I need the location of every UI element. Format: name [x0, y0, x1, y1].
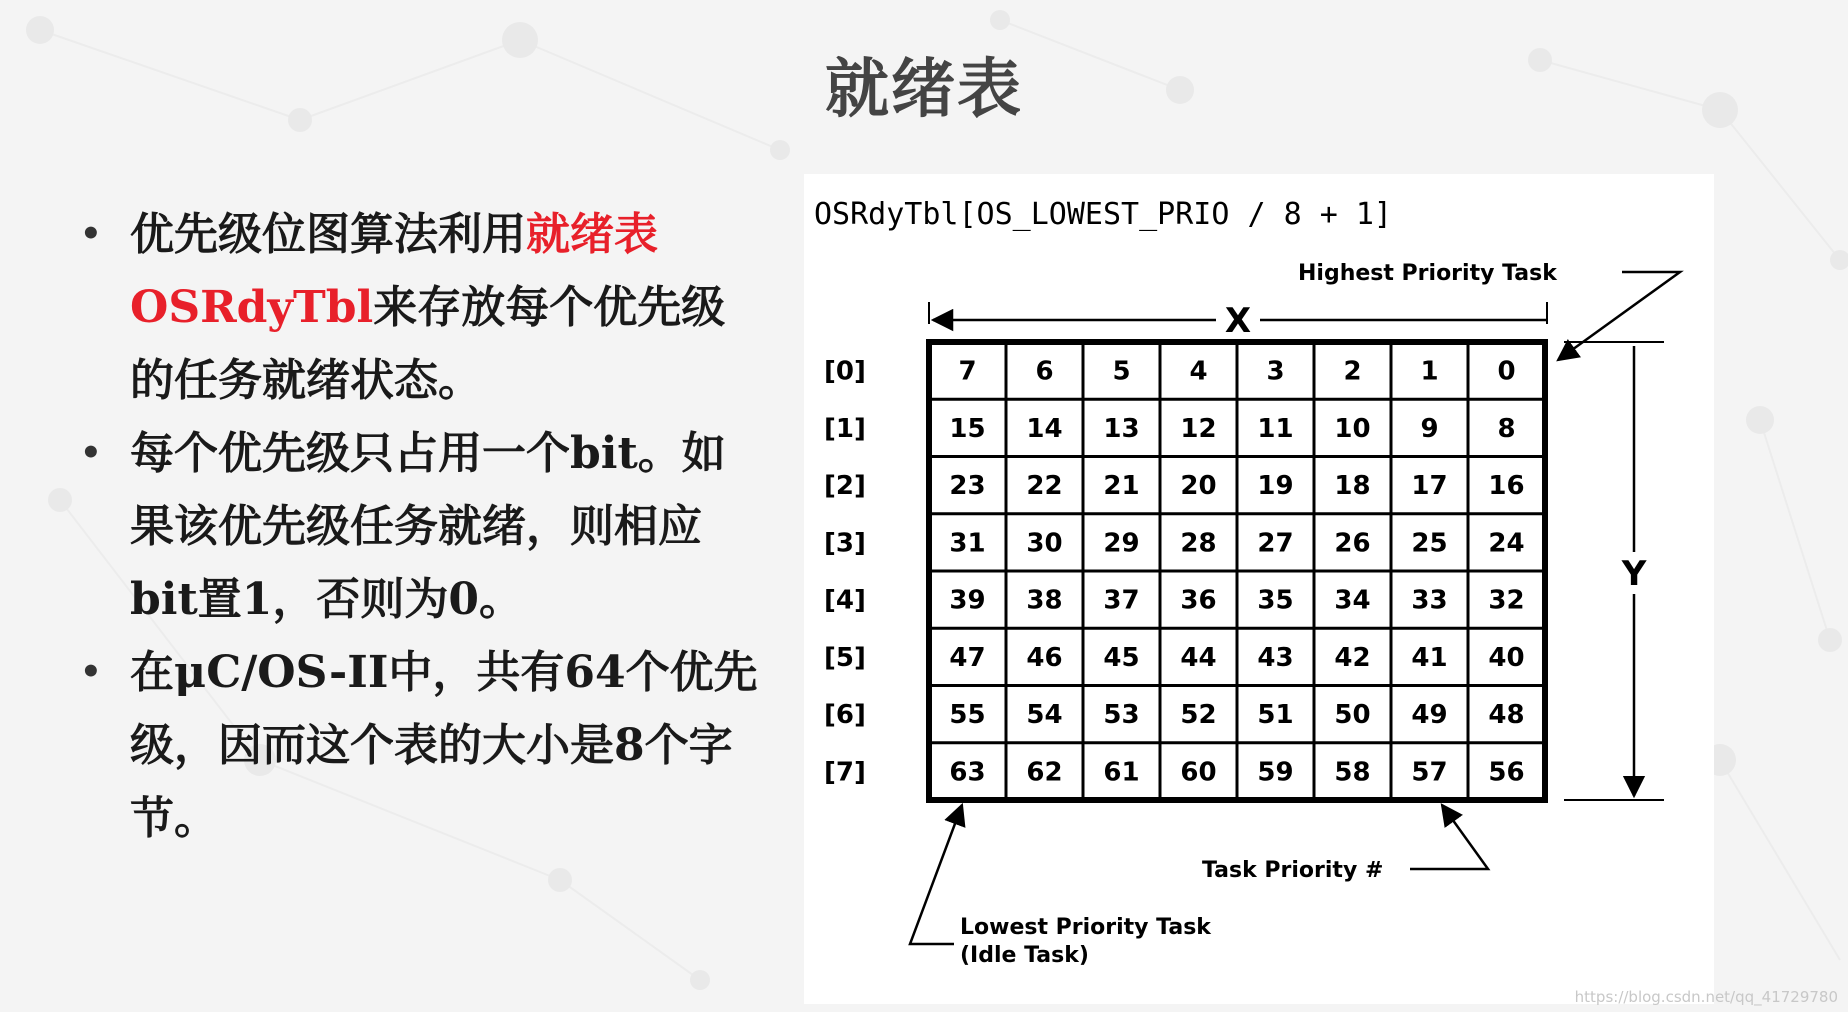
bullet-text [130, 198, 760, 417]
priority-cell: 30 [1026, 528, 1063, 559]
watermark: https://blog.csdn.net/qq_41729780 [1574, 988, 1838, 1006]
priority-cell: 52 [1180, 700, 1217, 731]
priority-cell: 9 [1420, 413, 1439, 444]
bullet-text-part: 优先级位图算法利用 [130, 209, 526, 260]
priority-cell: 24 [1488, 528, 1525, 559]
priority-cell: 12 [1180, 413, 1217, 444]
priority-cell: 6 [1035, 356, 1054, 387]
priority-cell: 8 [1497, 413, 1516, 444]
priority-cell: 55 [949, 700, 986, 731]
priority-cell: 20 [1180, 471, 1217, 502]
bullet-dot-icon: • [80, 214, 102, 254]
priority-cell: 39 [949, 585, 986, 616]
priority-cell: 43 [1257, 642, 1294, 673]
priority-cell: 56 [1488, 757, 1525, 788]
bullet-item [80, 198, 760, 417]
row-index-label: [0] [824, 356, 866, 387]
priority-cell: 37 [1103, 585, 1140, 616]
priority-cell: 5 [1112, 356, 1131, 387]
priority-cell: 23 [949, 471, 986, 502]
priority-cell: 44 [1180, 642, 1217, 673]
priority-cell: 33 [1411, 585, 1448, 616]
priority-cell: 57 [1411, 757, 1448, 788]
priority-cell: 13 [1103, 413, 1140, 444]
row-index-label: [5] [824, 642, 866, 673]
priority-cell: 40 [1488, 642, 1525, 673]
priority-cell: 36 [1180, 585, 1217, 616]
priority-cell: 18 [1334, 471, 1371, 502]
priority-cell: 32 [1488, 585, 1525, 616]
priority-cell: 63 [949, 757, 986, 788]
priority-cell: 41 [1411, 642, 1448, 673]
highest-priority-arrow [1558, 272, 1680, 360]
priority-cell: 16 [1488, 471, 1525, 502]
bullet-dot-icon: • [80, 433, 102, 473]
priority-cell: 59 [1257, 757, 1294, 788]
priority-cell: 28 [1180, 528, 1217, 559]
x-axis-label: X [1224, 301, 1252, 341]
priority-cell: 38 [1026, 585, 1063, 616]
lowest-priority-arrow [910, 805, 962, 944]
priority-cell: 7 [958, 356, 977, 387]
priority-cell: 2 [1343, 356, 1362, 387]
y-axis-label: Y [1621, 554, 1647, 594]
priority-cell: 62 [1026, 757, 1063, 788]
ready-table-diagram [804, 174, 1714, 1004]
priority-cell: 58 [1334, 757, 1371, 788]
priority-cell: 45 [1103, 642, 1140, 673]
bullet-item [80, 636, 760, 855]
row-index-label: [4] [824, 585, 866, 616]
priority-cell: 61 [1103, 757, 1140, 788]
priority-cell: 49 [1411, 700, 1448, 731]
priority-cell: 51 [1257, 700, 1294, 731]
priority-cell: 22 [1026, 471, 1063, 502]
row-index-label: [1] [824, 413, 866, 444]
priority-cell: 4 [1189, 356, 1208, 387]
highest-priority-label: Highest Priority Task [1298, 261, 1557, 286]
priority-cell: 53 [1103, 700, 1140, 731]
table-declaration: OSRdyTbl[OS_LOWEST_PRIO / 8 + 1] [814, 197, 1392, 232]
priority-grid [929, 342, 1545, 800]
priority-cell: 15 [949, 413, 986, 444]
task-priority-label: Task Priority # [1202, 858, 1384, 883]
priority-cell: 50 [1334, 700, 1371, 731]
priority-cell: 1 [1420, 356, 1439, 387]
priority-cell: 25 [1411, 528, 1448, 559]
bullet-highlight: 就绪表OSRdyTbl [130, 209, 658, 333]
slide-title: 就绪表 [825, 53, 1023, 127]
row-index-label: [3] [824, 528, 866, 559]
task-priority-arrow [1410, 805, 1488, 869]
lowest-priority-label: Lowest Priority Task [960, 915, 1211, 940]
priority-cell: 14 [1026, 413, 1063, 444]
idle-task-label: (Idle Task) [960, 943, 1089, 968]
priority-cell: 11 [1257, 413, 1294, 444]
priority-cell: 0 [1497, 356, 1516, 387]
priority-cell: 10 [1334, 413, 1371, 444]
priority-cell: 31 [949, 528, 986, 559]
priority-cell: 21 [1103, 471, 1140, 502]
bullet-dot-icon: • [80, 652, 102, 692]
priority-cell: 3 [1266, 356, 1285, 387]
priority-cell: 26 [1334, 528, 1371, 559]
priority-cell: 34 [1334, 585, 1371, 616]
priority-cell: 46 [1026, 642, 1063, 673]
ready-table-svg [804, 174, 1714, 1004]
priority-cell: 29 [1103, 528, 1140, 559]
bullet-item [80, 417, 760, 636]
priority-cell: 47 [949, 642, 986, 673]
priority-cell: 42 [1334, 642, 1371, 673]
priority-cell: 48 [1488, 700, 1525, 731]
bullet-list [80, 198, 760, 855]
row-index-label: [2] [824, 471, 866, 502]
row-index-label: [6] [824, 700, 866, 731]
priority-cell: 54 [1026, 700, 1063, 731]
row-index-label: [7] [824, 757, 866, 788]
bullet-text: 在μC/OS-II中，共有64个优先级，因而这个表的大小是8个字节。 [130, 647, 758, 844]
bullet-text: 每个优先级只占用一个bit。如果该优先级任务就绪，则相应bit置1，否则为0。 [130, 428, 726, 625]
priority-cell: 60 [1180, 757, 1217, 788]
priority-cell: 17 [1411, 471, 1448, 502]
priority-cell: 27 [1257, 528, 1294, 559]
priority-cell: 19 [1257, 471, 1294, 502]
bullet-text-part: 来存放每个优先级的任务就绪状态。 [130, 282, 726, 406]
row-labels [824, 357, 866, 788]
priority-cell: 35 [1257, 585, 1294, 616]
